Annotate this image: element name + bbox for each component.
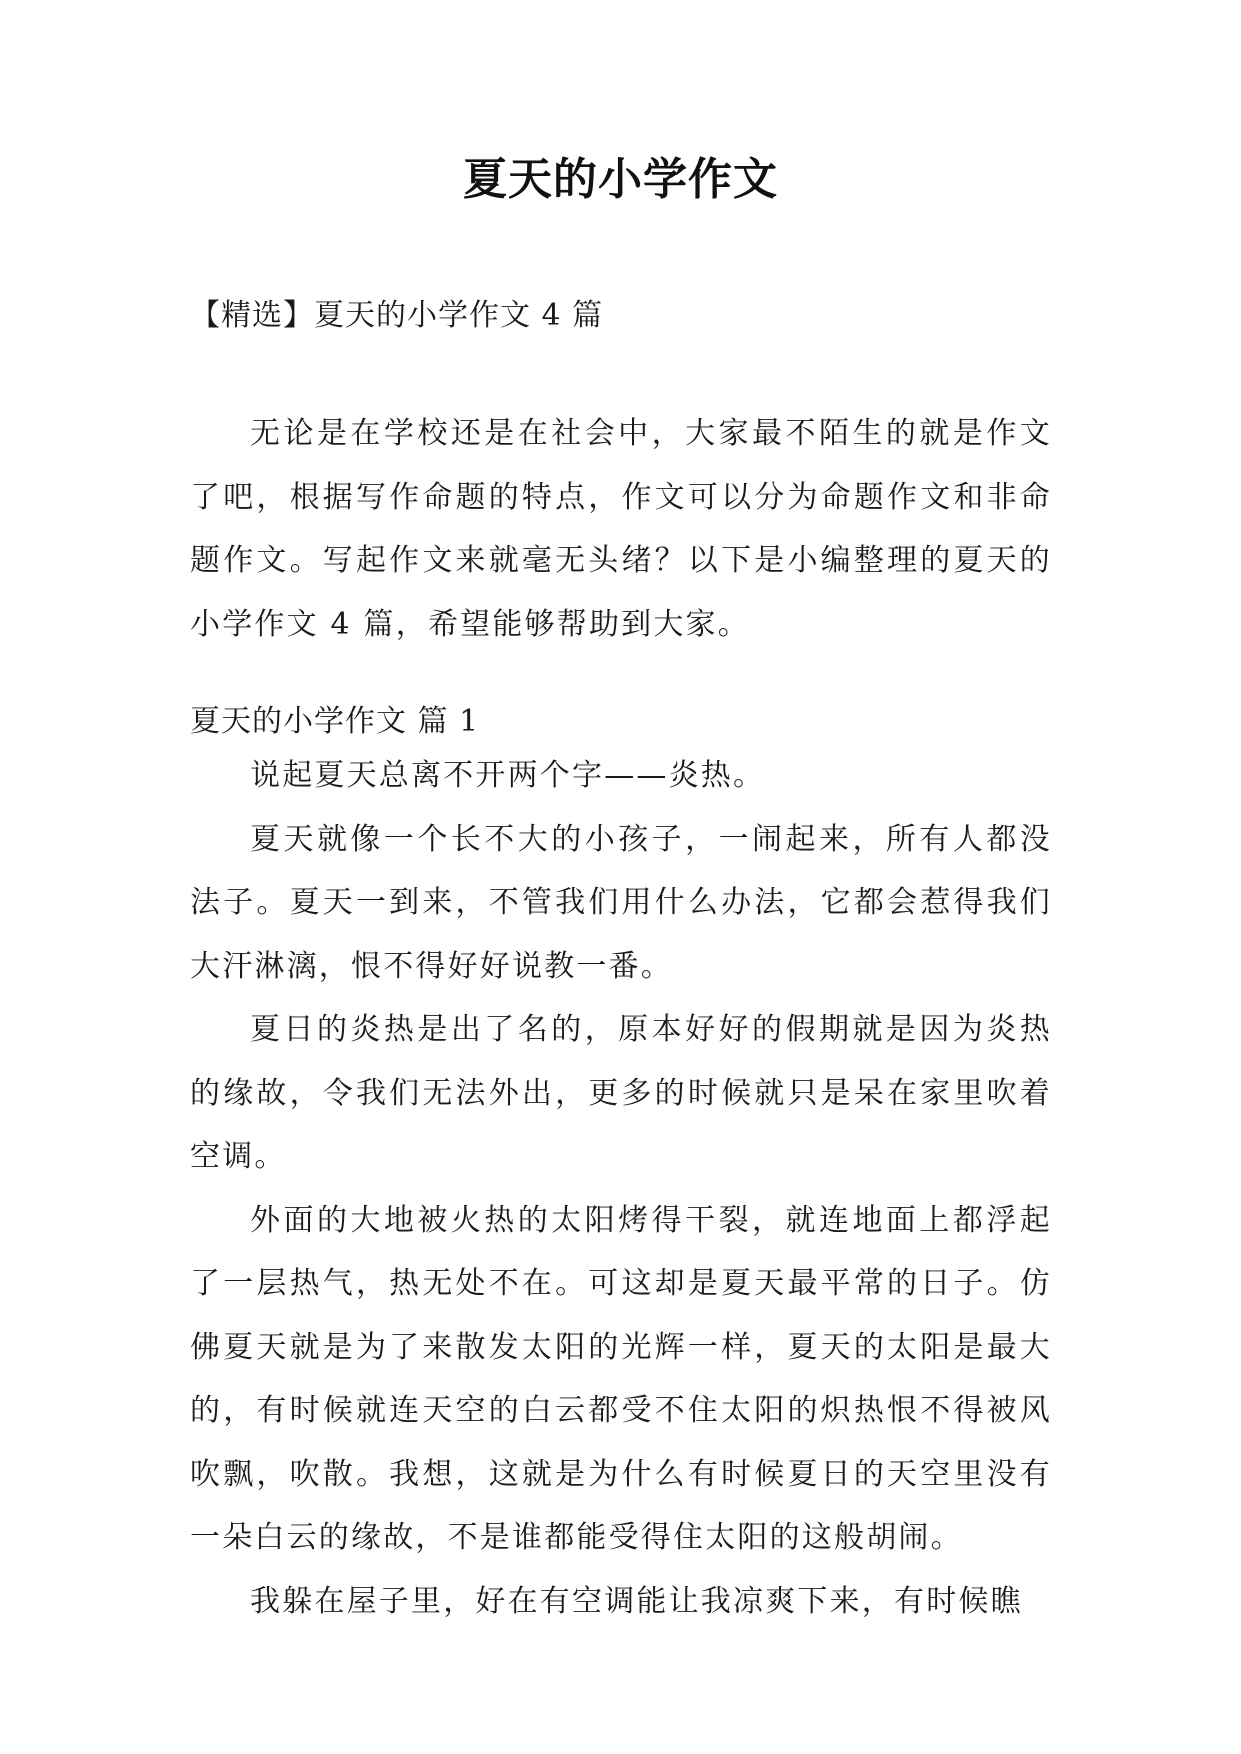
document-title: 夏天的小学作文: [463, 154, 778, 205]
essay-paragraph: 夏日的炎热是出了名的，原本好好的假期就是因为炎热的缘故，令我们无法外出，更多的时候就只是呆在家里吹着空调。: [190, 1012, 1052, 1174]
intro-paragraph: 无论是在学校还是在社会中，大家最不陌生的就是作文了吧，根据写作命题的特点，作文可以分为命题作文和非命题作文。写起作文来就毫无头绪？以下是小编整理的夏天的小学作文 4 篇，希望能够帮助到大家。: [190, 416, 1052, 642]
essay-paragraph: 外面的大地被火热的太阳烤得干裂，就连地面上都浮起了一层热气，热无处不在。可这却是夏天最平常的日子。仿佛夏天就是为了来散发太阳的光辉一样，夏天的太阳是最大的，有时候就连天空的白云都受不住太阳的炽热恨不得被风吹飘，吹散。我想，这就是为什么有时候夏日的天空里没有一朵白云的缘故，不是谁都能受得住太阳的这般胡闹。: [190, 1202, 1052, 1555]
essay-paragraph: 夏天就像一个长不大的小孩子，一闹起来，所有人都没法子。夏天一到来，不管我们用什么办法，它都会惹得我们大汗淋漓，恨不得好好说教一番。: [190, 821, 1052, 984]
intro-section: [190, 402, 1052, 656]
document-subtitle: 【精选】夏天的小学作文 4 篇: [190, 298, 604, 333]
essay-body: [190, 744, 1052, 1633]
essay-paragraph: 说起夏天总离不开两个字——炎热。: [250, 758, 766, 793]
essay-paragraph: 我躲在屋子里，好在有空调能让我凉爽下来，有时候瞧: [250, 1583, 1023, 1619]
section-heading: 夏天的小学作文 篇 1: [190, 704, 480, 739]
